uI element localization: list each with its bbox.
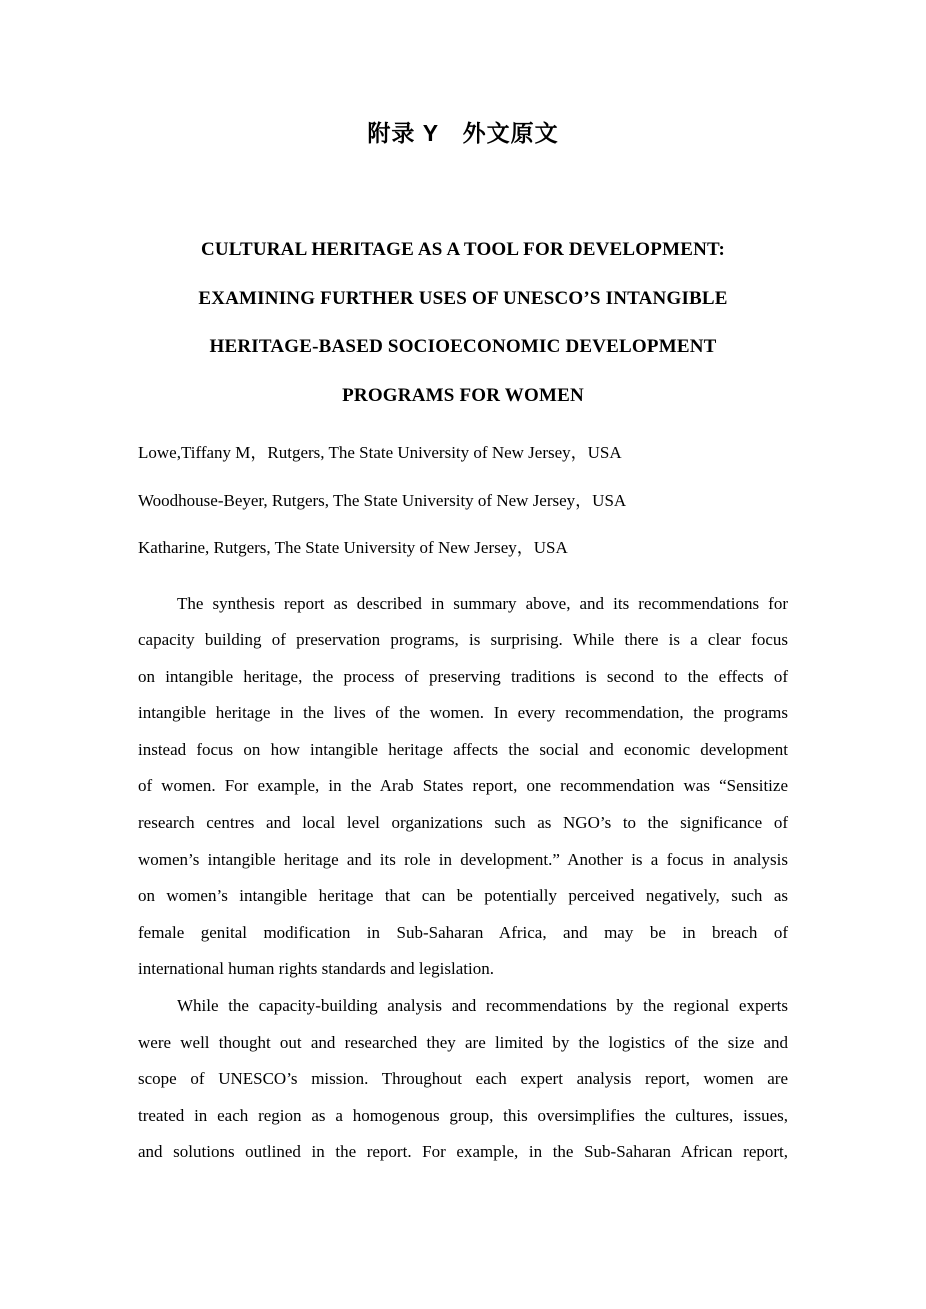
paper-title-line-1: CULTURAL HERITAGE AS A TOOL FOR DEVELOPMENT: [200,239,726,260]
paper-title [138,226,788,420]
paper-title-line-3: HERITAGE-BASED SOCIOECONOMIC DEVELOPMENT [209,336,717,357]
body-line: were well thought out and researched they are limited by the logistics of the size and [138,1032,788,1052]
body-line: international human rights standards and legislation. [138,959,494,979]
author-line-3: Katharine, Rutgers, The State University of New Jersey，USA [138,538,568,557]
paper-title-line-2: EXAMINING FURTHER USES OF UNESCO’S INTANGIBLE [198,287,728,309]
body-line: on intangible heritage, the process of preserving traditions is second to the effects of [138,666,788,686]
body-line: intangible heritage in the lives of the women. In every recommendation, the programs [138,703,788,723]
paper-title-line-4: PROGRAMS FOR WOMEN [342,384,584,406]
body-line: While the capacity-building analysis and recommendations by the regional experts [177,996,788,1016]
author-line-2: Woodhouse-Beyer, Rutgers, The State University of New Jersey，USA [138,490,627,510]
body-text [138,586,788,1172]
body-line: women’s intangible heritage and its role in development.” Another is a focus in analysis [138,849,788,869]
paragraph [138,988,788,1171]
body-line: on women’s intangible heritage that can be potentially perceived negatively, such as [138,886,788,906]
author-list [138,429,788,572]
body-line: The synthesis report as described in summary above, and its recommendations for [177,593,788,613]
body-line: scope of UNESCO’s mission. Throughout each expert analysis report, women are [138,1069,788,1089]
appendix-title: 附录 Y 外文原文 [367,120,559,146]
body-line: female genital modification in Sub-Saharan Africa, and may be in breach of [138,922,788,942]
body-line: capacity building of preservation programs, is surprising. While there is a clear focus [138,630,788,650]
body-line: of women. For example, in the Arab States report, one recommendation was “Sensitize [138,776,788,796]
body-line: treated in each region as a homogenous group, this oversimplifies the cultures, issues, [138,1105,788,1125]
body-line: research centres and local level organizations such as NGO’s to the significance of [138,813,788,833]
body-line: instead focus on how intangible heritage affects the social and economic development [138,739,788,759]
body-line: and solutions outlined in the report. For example, in the Sub-Saharan African report, [138,1142,788,1162]
paragraph [138,586,788,989]
author-line-1: Lowe,Tiffany M，Rutgers, The State University of New Jersey，USA [138,443,622,462]
